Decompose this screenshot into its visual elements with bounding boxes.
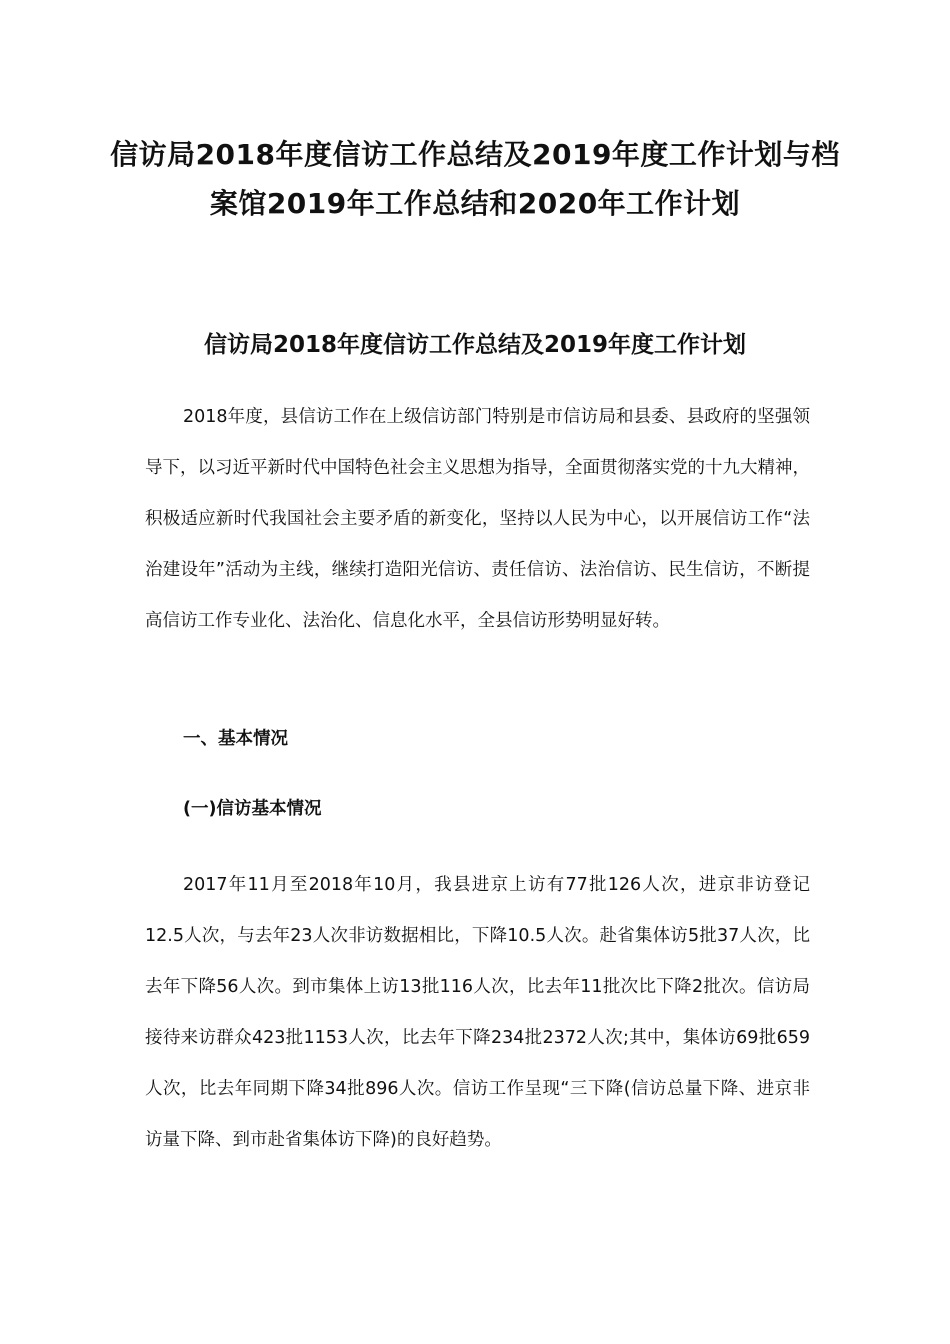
- statistics-paragraph: 2017年11月至2018年10月，我县进京上访有77批126人次，进京非访登记12.5人次，与去年23人次非访数据相比，下降10.5人次。赴省集体访5批37人次，比去年下降56人次。到市集体上访13批116人次，比去年11批次比下降2批次。信访局接待来访群众423批1153人次，比去年下降234批2372人次;其中，集体访69批659人次，比去年同期下降34批896人次。信访工作呈现“三下降(信访总量下降、进京非访量下降、到市赴省集体访下降)的良好趋势。: [145, 875, 810, 1150]
- intro-paragraph: 2018年度，县信访工作在上级信访部门特别是市信访局和县委、县政府的坚强领导下，以习近平新时代中国特色社会主义思想为指导，全面贯彻落实党的十九大精神，积极适应新时代我国社会主要矛盾的新变化，坚持以人民为中心，以开展信访工作“法治建设年”活动为主线，继续打造阳光信访、责任信访、法治信访、民生信访，不断提高信访工作专业化、法治化、信息化水平，全县信访形势明显好转。: [145, 407, 810, 631]
- section-title: 信访局2018年度信访工作总结及2019年度工作计划: [203, 332, 747, 358]
- heading-basic-situation: 一、基本情况: [183, 729, 288, 749]
- heading-petition-basic-situation: (一)信访基本情况: [183, 799, 322, 819]
- document-title: 信访局2018年度信访工作总结及2019年度工作计划与档案馆2019年工作总结和2020年工作计划: [110, 138, 840, 220]
